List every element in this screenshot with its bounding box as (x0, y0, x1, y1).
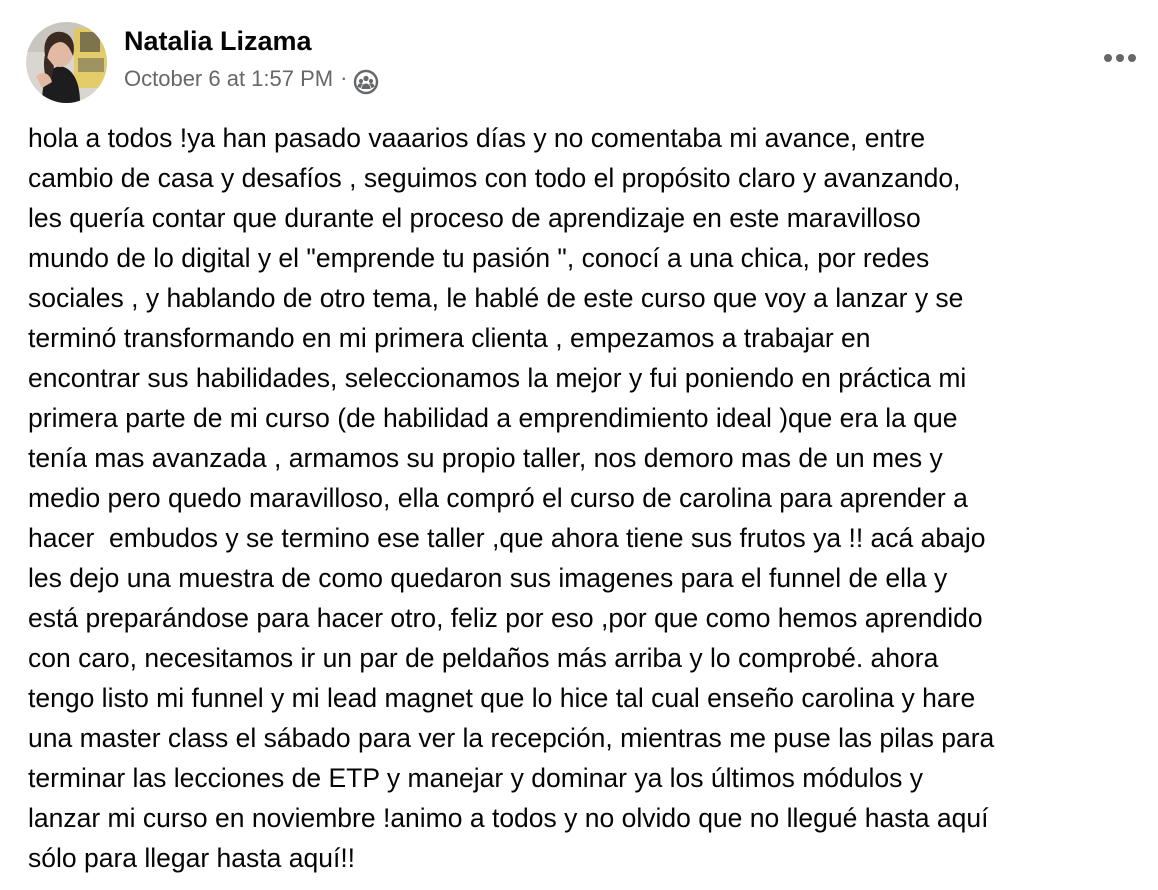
post-message-line: encontrar sus habilidades, seleccionamos la mejor y fui poniendo en práctica mi (28, 363, 967, 393)
post-message-line: primera parte de mi curso (de habilidad a emprendimiento ideal )que era la que (28, 403, 958, 433)
post-message-line: terminar las lecciones de ETP y manejar y dominar ya los últimos módulos y (28, 763, 923, 793)
post-message-line: está preparándose para hacer otro, feliz por eso ,por que como hemos aprendido (28, 603, 983, 633)
post-message-line: terminó transformando en mi primera clienta , empezamos a trabajar en (28, 323, 871, 353)
post-message-line: sólo para llegar hasta aquí!! (28, 843, 356, 873)
avatar-photo (26, 22, 107, 103)
post-message-line: hola a todos !ya han pasado vaaarios días y no comentaba mi avance, entre (28, 123, 926, 153)
post-message-line: una master class el sábado para ver la recepción, mientras me puse las pilas para (28, 723, 995, 753)
more-options-icon (1103, 53, 1137, 63)
post-message-line: tengo listo mi funnel y mi lead magnet que lo hice tal cual enseño carolina y hare (28, 683, 976, 713)
group-members-icon[interactable] (353, 69, 379, 95)
post-message-line: les dejo una muestra de como quedaron sus imagenes para el funnel de ella y (28, 563, 948, 593)
post-message-line: mundo de lo digital y el "emprende tu pasión ", conocí a una chica, por redes (28, 243, 930, 273)
post-message-line: lanzar mi curso en noviembre !animo a todos y no olvido que no llegué hasta aquí (28, 803, 989, 833)
post-timestamp[interactable]: October 6 at 1:57 PM (124, 66, 334, 91)
post-message (28, 118, 1150, 878)
post-message-line: tenía mas avanzada , armamos su propio taller, nos demoro mas de un mes y (28, 443, 943, 473)
meta-separator: · (340, 65, 348, 90)
author-name[interactable]: Natalia Lizama (124, 26, 312, 56)
post-message-line: hacer embudos y se termino ese taller ,que ahora tiene sus frutos ya !! acá abajo (28, 523, 986, 553)
post-message-line: les quería contar que durante el proceso de aprendizaje en este maravilloso (28, 203, 921, 233)
post-message-line: con caro, necesitamos ir un par de peldaños más arriba y lo comprobé. ahora (28, 643, 939, 673)
post-meta (124, 66, 379, 92)
post-message-line: sociales , y hablando de otro tema, le hablé de este curso que voy a lanzar y se (28, 283, 964, 313)
post-message-line: medio pero quedo maravilloso, ella compró el curso de carolina para aprender a (28, 483, 968, 513)
author-avatar[interactable] (26, 22, 107, 103)
more-options-button[interactable] (1100, 40, 1140, 76)
post-message-line: cambio de casa y desafíos , seguimos con todo el propósito claro y avanzando, (28, 163, 961, 193)
